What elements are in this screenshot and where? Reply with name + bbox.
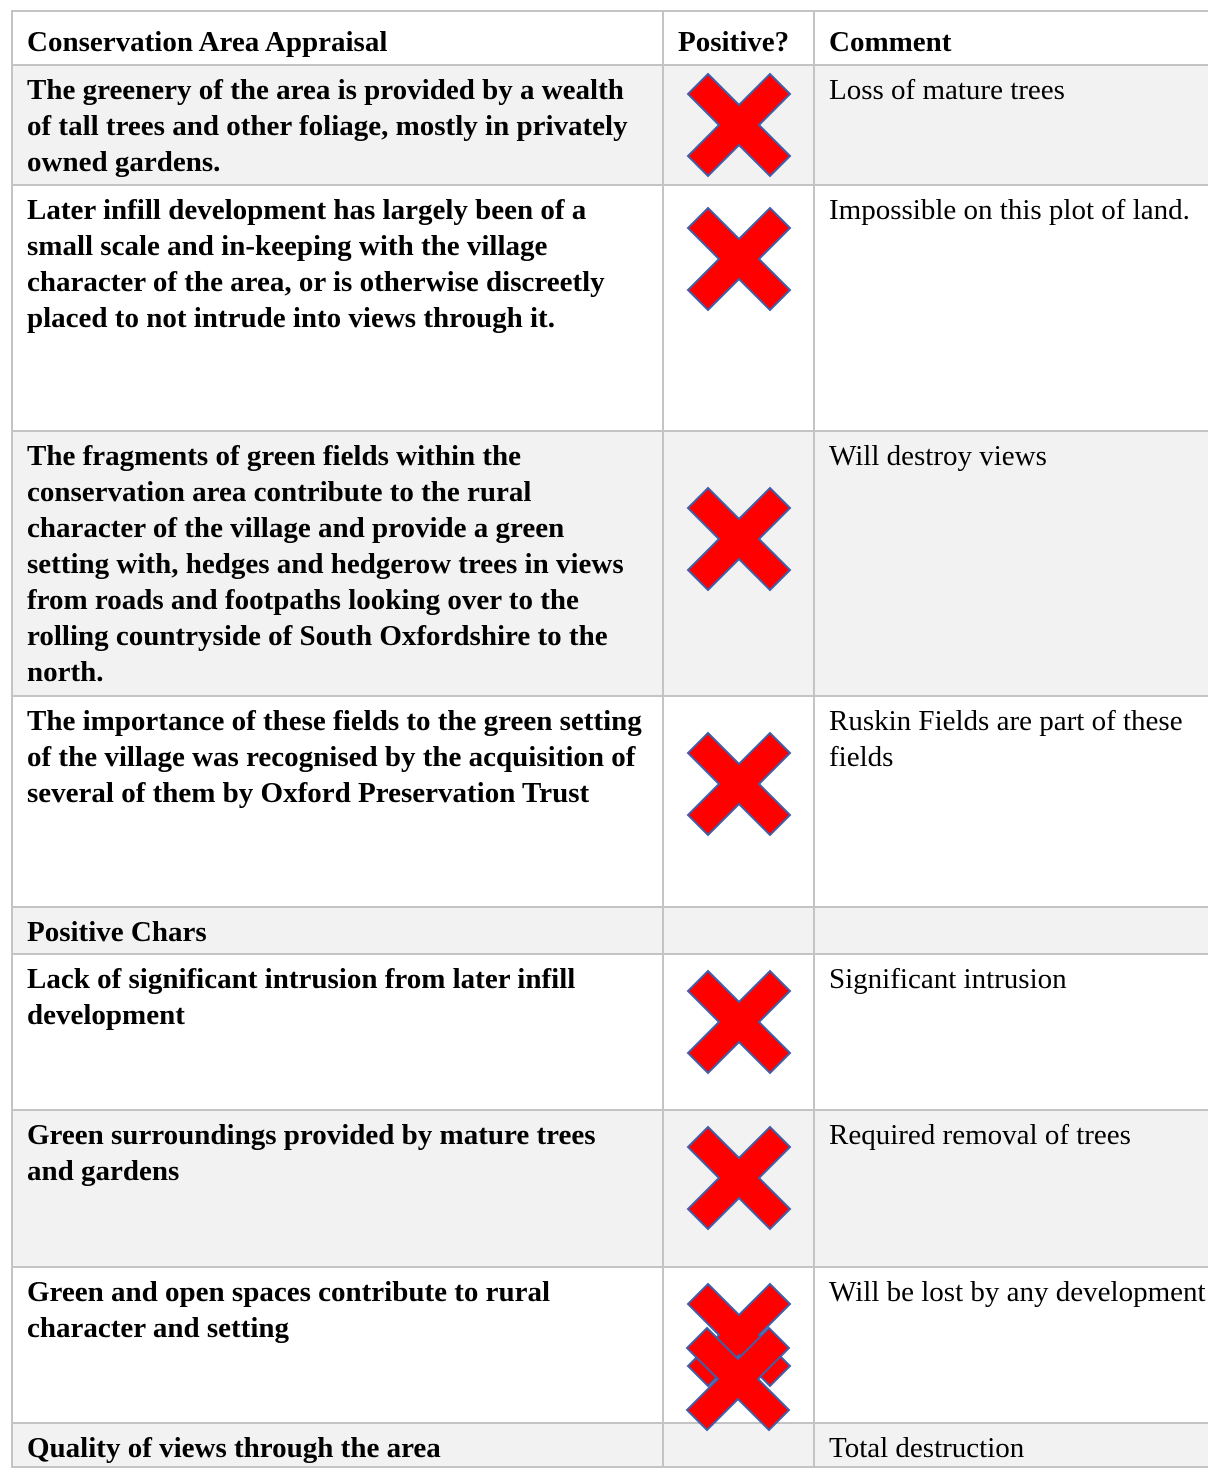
comment-cell: Total destruction <box>814 1423 1208 1467</box>
table-row <box>12 185 1208 431</box>
positive-cell <box>663 696 814 907</box>
section-label: Positive Chars <box>12 907 663 954</box>
comment-cell: Required removal of trees <box>814 1110 1208 1267</box>
table-row <box>12 1423 1208 1467</box>
table-row <box>12 696 1208 907</box>
table-row <box>12 1267 1208 1423</box>
table-header-row <box>12 11 1208 65</box>
appraisal-cell: The greenery of the area is provided by a wealth of tall trees and other foliage, mostly in privately owned gardens. <box>12 65 663 185</box>
table-row <box>12 907 1208 954</box>
table-row <box>12 431 1208 696</box>
cross-icon <box>686 969 792 1075</box>
table-row <box>12 65 1208 185</box>
comment-cell: Ruskin Fields are part of these fields <box>814 696 1208 907</box>
cross-icon <box>686 731 792 837</box>
appraisal-cell: Quality of views through the area <box>12 1423 663 1467</box>
table-row <box>12 954 1208 1110</box>
positive-cell <box>663 65 814 185</box>
positive-cell <box>663 185 814 431</box>
cross-icon <box>686 72 792 178</box>
appraisal-cell: Green and open spaces contribute to rural character and setting <box>12 1267 663 1423</box>
appraisal-cell: Green surroundings provided by mature trees and gardens <box>12 1110 663 1267</box>
header-positive: Positive? <box>663 11 814 65</box>
positive-cell <box>663 1110 814 1267</box>
table-row <box>12 1110 1208 1267</box>
comment-cell: Impossible on this plot of land. <box>814 185 1208 431</box>
cross-icon <box>686 206 792 312</box>
appraisal-cell: Lack of significant intrusion from later infill development <box>12 954 663 1110</box>
cross-icon <box>686 1125 792 1231</box>
appraisal-cell: The fragments of green fields within the conservation area contribute to the rural character of the village and provide a green setting with, hedges and hedgerow trees in views from roads and footpaths looking over to the rolling countryside of South Oxfordshire to the north. <box>12 431 663 696</box>
header-appraisal: Conservation Area Appraisal <box>12 11 663 65</box>
positive-cell <box>663 954 814 1110</box>
comment-cell: Loss of mature trees <box>814 65 1208 185</box>
comment-cell: Significant intrusion <box>814 954 1208 1110</box>
cross-icon <box>686 486 792 592</box>
comment-cell <box>814 907 1208 954</box>
appraisal-cell: The importance of these fields to the green setting of the village was recognised by the acquisition of several of them by Oxford Preservation Trust <box>12 696 663 907</box>
appraisal-table <box>11 10 1208 1468</box>
comment-cell: Will destroy views <box>814 431 1208 696</box>
cross-icon <box>685 1326 791 1443</box>
positive-cell <box>663 431 814 696</box>
comment-cell: Will be lost by any development <box>814 1267 1208 1423</box>
positive-cell <box>663 907 814 954</box>
appraisal-cell: Later infill development has largely been of a small scale and in-keeping with the village character of the area, or is otherwise discreetly placed to not intrude into views through it. <box>12 185 663 431</box>
header-comment: Comment <box>814 11 1208 65</box>
